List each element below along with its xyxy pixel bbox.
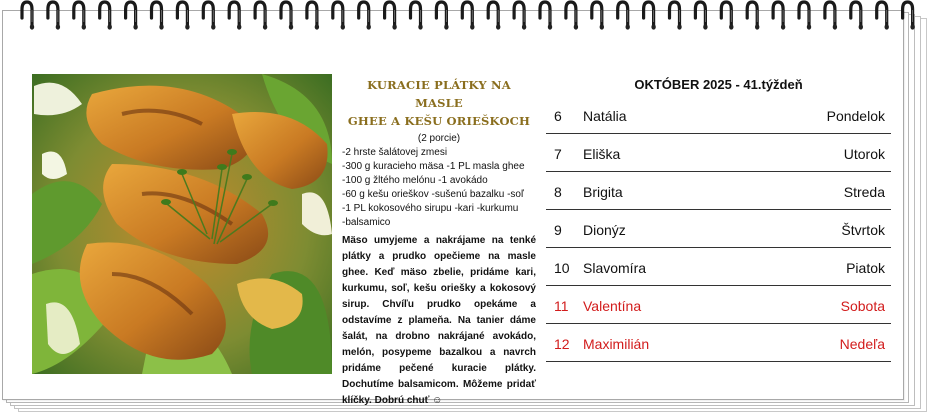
day-number: 12 bbox=[554, 336, 570, 352]
ingredient-item: -100 g žltého melónu -1 avokádo bbox=[342, 175, 488, 186]
day-number: 10 bbox=[554, 260, 570, 276]
binding-ring bbox=[825, 2, 837, 30]
binding-ring bbox=[385, 2, 397, 30]
binding-ring bbox=[307, 2, 319, 30]
day-row bbox=[546, 172, 891, 210]
binding-ring bbox=[152, 2, 164, 30]
ingredient-item: -2 hrste šalátovej zmesi bbox=[342, 147, 448, 158]
ingredients-list bbox=[342, 146, 536, 230]
day-row bbox=[546, 286, 891, 324]
binding-ring bbox=[74, 2, 86, 30]
binding-ring bbox=[462, 2, 474, 30]
binding-ring bbox=[877, 2, 889, 30]
binding-ring bbox=[721, 2, 733, 30]
binding-ring bbox=[747, 2, 759, 30]
day-row bbox=[546, 324, 891, 362]
day-row bbox=[546, 248, 891, 286]
binding-ring bbox=[566, 2, 578, 30]
spiral-binding bbox=[0, 0, 927, 32]
weekday: Štvrtok bbox=[841, 222, 885, 238]
name-day: Brigita bbox=[583, 184, 623, 200]
name-day: Slavomíra bbox=[583, 260, 647, 276]
binding-ring bbox=[670, 2, 682, 30]
binding-ring bbox=[851, 2, 863, 30]
day-row bbox=[546, 210, 891, 248]
day-number: 6 bbox=[554, 108, 562, 124]
recipe-method: Mäso umyjeme a nakrájame na tenké plátky a prudko opečieme na masle ghee. Keď mäso zbelie, pridáme kari, kurkumu, soľ, kešu oriešky a kokosový sirup. Chvíľu prudko opekáme a odstavíme z plameňa. Na tanier dáme šalát, na drobno nakrájané avokádo, melón, posypeme bazalkou a navrch pridáme pečené kuracie plátky. Dochutíme balsamicom. Môžeme pridať klíčky. Dobrú chuť ☺ bbox=[342, 235, 536, 406]
day-number: 8 bbox=[554, 184, 562, 200]
recipe-title-line-1: KURACIE PLÁTKY NA MASLE bbox=[367, 78, 511, 110]
ingredient-item: -balsamico bbox=[342, 217, 391, 228]
binding-ring bbox=[592, 2, 604, 30]
calendar-title: OKTÓBER 2025 - 41.týždeň bbox=[634, 77, 803, 92]
weekday: Pondelok bbox=[826, 108, 885, 124]
binding-ring bbox=[436, 2, 448, 30]
name-day: Valentína bbox=[583, 298, 642, 314]
recipe-portions: (2 porcie) bbox=[417, 133, 461, 144]
weekday: Piatok bbox=[846, 260, 885, 276]
day-row bbox=[546, 134, 891, 172]
weekday: Streda bbox=[843, 184, 885, 200]
name-day: Natália bbox=[583, 108, 627, 124]
binding-ring bbox=[488, 2, 500, 30]
name-day: Eliška bbox=[583, 146, 621, 162]
binding-ring bbox=[22, 2, 34, 30]
binding-ring bbox=[333, 2, 345, 30]
day-row bbox=[546, 96, 891, 134]
ingredient-item: -1 PL kokosového sirupu -kari -kurkumu bbox=[342, 203, 519, 214]
binding-ring bbox=[203, 2, 215, 30]
binding-ring bbox=[359, 2, 371, 30]
binding-ring bbox=[229, 2, 241, 30]
day-number: 11 bbox=[554, 298, 569, 314]
binding-ring bbox=[799, 2, 811, 30]
ingredient-item: -60 g kešu orieškov -sušenú bazalku -soľ bbox=[342, 189, 524, 200]
binding-ring bbox=[540, 2, 552, 30]
binding-ring bbox=[514, 2, 526, 30]
recipe-photo bbox=[32, 74, 332, 374]
week-calendar bbox=[546, 76, 891, 362]
day-number: 9 bbox=[554, 222, 562, 238]
name-day: Dionýz bbox=[583, 222, 626, 238]
weekday: Utorok bbox=[843, 146, 885, 162]
binding-ring bbox=[48, 2, 60, 30]
recipe-panel bbox=[342, 76, 536, 409]
binding-ring bbox=[773, 2, 785, 30]
weekday: Nedeľa bbox=[839, 336, 885, 352]
weekday: Sobota bbox=[840, 298, 885, 314]
binding-ring bbox=[177, 2, 189, 30]
recipe-title bbox=[342, 76, 536, 130]
binding-ring bbox=[695, 2, 707, 30]
binding-ring bbox=[618, 2, 630, 30]
binding-ring bbox=[126, 2, 138, 30]
binding-ring bbox=[411, 2, 423, 30]
binding-ring bbox=[281, 2, 293, 30]
recipe-title-line-2: GHEE A KEŠU ORIEŠKOCH bbox=[347, 114, 531, 128]
day-number: 7 bbox=[554, 146, 562, 162]
name-day: Maximilián bbox=[583, 336, 650, 352]
binding-ring bbox=[100, 2, 112, 30]
binding-ring bbox=[903, 2, 915, 30]
ingredient-item: -300 g kuracieho mäsa -1 PL masla ghee bbox=[342, 161, 525, 172]
binding-ring bbox=[255, 2, 267, 30]
binding-ring bbox=[644, 2, 656, 30]
